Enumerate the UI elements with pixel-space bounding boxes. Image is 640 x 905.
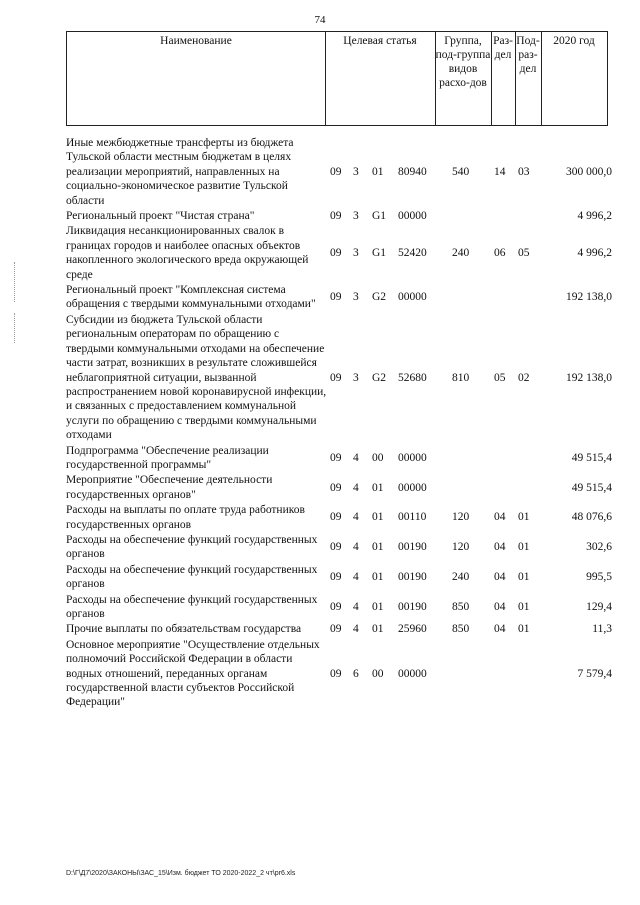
row-cs2: 4: [353, 451, 359, 464]
row-cs4: 25960: [398, 623, 427, 636]
row-cs4: 00190: [398, 600, 427, 613]
header-target: Целевая статья: [343, 35, 417, 47]
table-row: [66, 313, 612, 443]
row-cs4: 00000: [398, 451, 427, 464]
row-name: Расходы на обеспечение функций государственных органов: [66, 563, 318, 591]
table-row: [66, 224, 612, 282]
row-cs1: 09: [330, 247, 342, 260]
row-vr: 850: [452, 600, 470, 613]
row-cs4: 00000: [398, 481, 427, 494]
row-cs1: 09: [330, 210, 342, 223]
row-cs1: 09: [330, 570, 342, 583]
row-cs1: 09: [330, 165, 342, 178]
table-row: [66, 533, 612, 562]
row-name: Региональный проект "Чистая страна": [66, 210, 255, 223]
row-cs3: G2: [372, 291, 387, 304]
header-name: Наименование: [160, 35, 232, 47]
row-name: Расходы на обеспечение функций государственных органов: [66, 533, 318, 561]
row-amount: 129,4: [586, 600, 612, 613]
row-cs4: 00190: [398, 541, 427, 554]
row-rz: 04: [494, 511, 506, 524]
row-name: Субсидии из бюджета Тульской области региональным операторам по обращению с твердыми коммунальными отходами на обеспечение части затрат, возникших в результате сложившейся неблагоприятной ситуации, вызванной распространением новой коронавирусной инфекции, и связанных с предоставлением коммунальной услуги по обращению с твердыми коммунальными отходами: [66, 313, 327, 442]
table-row: [66, 444, 612, 473]
row-cs3: 01: [372, 165, 384, 178]
row-rz: 14: [494, 165, 506, 178]
row-cs1: 09: [330, 541, 342, 554]
table-row: [66, 503, 612, 532]
row-cs3: G1: [372, 247, 387, 260]
row-cs3: 01: [372, 541, 384, 554]
row-vr: 120: [452, 511, 470, 524]
header-group: Группа, под-группа видов расхо-дов: [435, 35, 491, 89]
row-cs1: 09: [330, 481, 342, 494]
row-cs4: 00110: [398, 511, 427, 524]
row-amount: 192 138,0: [566, 371, 612, 384]
row-rz: 06: [494, 247, 506, 260]
footer-path: D:\Г\Д7\2020\ЗАКОНЫ\ЗАС_15\Изм. бюджет ТО 2020-2022_2 чт\pr6.xls: [66, 870, 296, 877]
row-vr: 810: [452, 371, 470, 384]
row-amount: 49 515,4: [571, 481, 612, 494]
row-amount: 300 000,0: [566, 165, 612, 178]
table-row: [66, 283, 612, 312]
row-amount: 4 996,2: [577, 247, 612, 260]
row-cs2: 3: [353, 247, 359, 260]
row-cs1: 09: [330, 371, 342, 384]
row-cs1: 09: [330, 667, 342, 680]
row-amount: 192 138,0: [566, 291, 612, 304]
table-row: [66, 473, 612, 502]
margin-mark: [14, 313, 16, 343]
row-cs1: 09: [330, 623, 342, 636]
table-row: [66, 593, 612, 622]
row-pr: 01: [518, 623, 530, 636]
row-vr: 240: [452, 570, 470, 583]
row-pr: 05: [518, 247, 530, 260]
row-cs1: 09: [330, 511, 342, 524]
row-cs3: 00: [372, 451, 384, 464]
row-amount: 49 515,4: [571, 451, 612, 464]
row-name: Прочие выплаты по обязательствам государства: [66, 623, 302, 636]
header-razdel: Раз-дел: [493, 35, 513, 61]
row-cs4: 00190: [398, 570, 427, 583]
row-name: Мероприятие "Обеспечение деятельности государственных органов": [66, 474, 273, 501]
row-vr: 240: [452, 247, 470, 260]
row-cs3: 01: [372, 481, 384, 494]
row-cs2: 3: [353, 371, 359, 384]
table-body: [66, 136, 612, 711]
row-rz: 04: [494, 623, 506, 636]
row-cs2: 3: [353, 291, 359, 304]
row-cs4: 52680: [398, 371, 427, 384]
row-name: Ликвидация несанкционированных свалок в границах городов и наиболее опасных объектов накопленного экологического вреда окружающей среде: [66, 225, 309, 281]
row-name: Основное мероприятие "Осуществление отдельных полномочий Российской Федерации в области водных отношений, переданных органам государственной власти субъектов Российской Федерации": [66, 638, 320, 709]
row-cs2: 4: [353, 481, 359, 494]
row-cs2: 4: [353, 541, 359, 554]
row-cs2: 3: [353, 210, 359, 223]
row-pr: 03: [518, 165, 530, 178]
row-amount: 7 579,4: [577, 667, 612, 680]
row-amount: 48 076,6: [571, 511, 612, 524]
table-row: [66, 622, 612, 636]
row-rz: 04: [494, 570, 506, 583]
table-row: [66, 136, 612, 208]
row-amount: 11,3: [592, 623, 612, 636]
row-cs3: 01: [372, 600, 384, 613]
row-cs3: 01: [372, 623, 384, 636]
row-vr: 120: [452, 541, 470, 554]
row-cs4: 52420: [398, 247, 427, 260]
row-cs2: 4: [353, 570, 359, 583]
table-row: [66, 209, 612, 223]
row-cs2: 4: [353, 511, 359, 524]
row-rz: 05: [494, 371, 506, 384]
row-cs1: 09: [330, 291, 342, 304]
row-cs2: 4: [353, 600, 359, 613]
row-cs3: 01: [372, 511, 384, 524]
row-cs4: 80940: [398, 165, 427, 178]
row-rz: 04: [494, 600, 506, 613]
margin-mark: [14, 262, 16, 302]
row-cs1: 09: [330, 600, 342, 613]
row-amount: 302,6: [586, 541, 612, 554]
row-cs2: 4: [353, 623, 359, 636]
row-cs4: 00000: [398, 667, 427, 680]
row-cs3: 01: [372, 570, 384, 583]
row-pr: 01: [518, 600, 530, 613]
table-row: [66, 638, 612, 710]
row-rz: 04: [494, 541, 506, 554]
row-pr: 01: [518, 570, 530, 583]
row-vr: 850: [452, 623, 470, 636]
row-name: Расходы на обеспечение функций государственных органов: [66, 593, 318, 620]
header-year: 2020 год: [553, 35, 595, 47]
row-cs4: 00000: [398, 210, 427, 223]
row-name: Подпрограмма "Обеспечение реализации государственной программы": [66, 444, 269, 471]
row-amount: 995,5: [586, 570, 612, 583]
row-vr: 540: [452, 165, 470, 178]
row-amount: 4 996,2: [577, 210, 612, 223]
row-pr: 01: [518, 511, 530, 524]
table-header: [66, 31, 608, 126]
row-cs2: 6: [353, 667, 359, 680]
header-podrazdel: Под-раз-дел: [516, 35, 540, 75]
page-number: 74: [314, 14, 326, 26]
row-cs4: 00000: [398, 291, 427, 304]
row-name: Расходы на выплаты по оплате труда работников государственных органов: [66, 504, 305, 531]
row-cs2: 3: [353, 165, 359, 178]
row-cs3: G2: [372, 371, 387, 384]
row-pr: 02: [518, 371, 530, 384]
row-cs1: 09: [330, 451, 342, 464]
row-name: Иные межбюджетные трансферты из бюджета Тульской области местным бюджетам в целях реализации мероприятий, направленных на социально-экономическое развитие Тульской области: [66, 137, 294, 207]
row-cs3: G1: [372, 210, 387, 223]
row-name: Региональный проект "Комплексная система обращения с твердыми коммунальными отходами": [66, 284, 316, 311]
row-pr: 01: [518, 541, 530, 554]
row-cs3: 00: [372, 667, 384, 680]
table-row: [66, 563, 612, 592]
